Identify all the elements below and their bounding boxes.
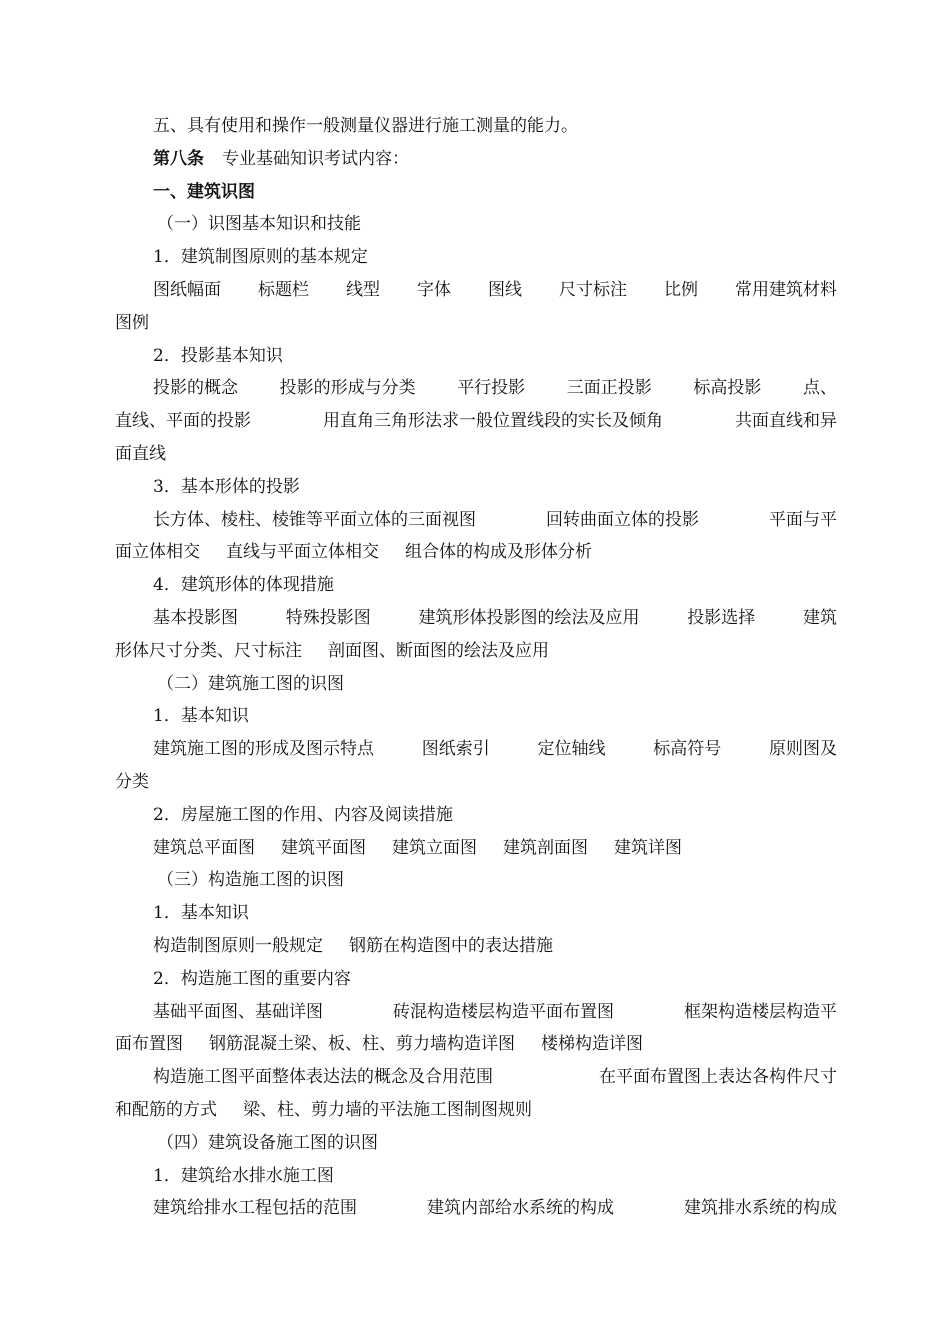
- text-line: [115, 1094, 837, 1127]
- text-line: [115, 996, 837, 1029]
- term: 图纸索引: [421, 739, 490, 760]
- term: 标题栏: [258, 279, 309, 300]
- term: 组合体的构成及形体分析: [405, 542, 592, 563]
- term: 线型: [346, 279, 380, 300]
- term: 常用建筑材料: [735, 279, 837, 300]
- text-line: 面直线: [115, 443, 166, 464]
- term: 建筑立面图: [392, 837, 477, 858]
- section-heading: 一、建筑识图: [153, 181, 255, 202]
- term: 基础平面图、基础详图: [153, 1001, 323, 1022]
- text-line: 图例: [115, 312, 149, 333]
- term: 建筑给排水工程包括的范围: [153, 1198, 357, 1219]
- term: 用直角三角形法求一般位置线段的实长及倾角: [323, 411, 663, 432]
- term: 特殊投影图: [285, 607, 371, 628]
- term: 三面正投影: [566, 378, 652, 399]
- text-line: 五、具有使用和操作一般测量仪器进行施工测量的能力。: [153, 116, 578, 136]
- text-line: [115, 832, 837, 865]
- term: 建筑详图: [614, 837, 682, 858]
- item-heading: 2．投影基本知识: [153, 345, 283, 366]
- term: 建筑剖面图: [503, 837, 588, 858]
- term: 梁、柱、剪力墙的平法施工图制图规则: [243, 1099, 532, 1120]
- subsection-heading: （二）建筑施工图的识图: [157, 673, 344, 694]
- term: 长方体、棱柱、棱锥等平面立体的三面视图: [153, 509, 476, 530]
- term: 点、: [802, 378, 837, 399]
- text-line: 分类: [115, 771, 149, 792]
- subsection-heading: （四）建筑设备施工图的识图: [157, 1132, 378, 1153]
- text-line: [115, 930, 837, 963]
- term: 建筑平面图: [281, 837, 366, 858]
- article-heading: [115, 143, 837, 176]
- subsection-heading: （三）构造施工图的识图: [157, 870, 344, 891]
- item-heading: 1．基本知识: [153, 706, 249, 727]
- document-page: [115, 110, 837, 1225]
- term: 楼梯构造详图: [541, 1034, 643, 1055]
- item-heading: 2．构造施工图的重要内容: [153, 968, 351, 989]
- term: 标高投影: [693, 378, 762, 399]
- term: 构造制图原则一般规定: [153, 935, 323, 956]
- item-heading: 1．建筑给水排水施工图: [153, 1165, 334, 1186]
- text-line: [115, 405, 837, 438]
- term: 共面直线和异: [735, 411, 837, 432]
- term: 原则图及: [769, 739, 837, 760]
- item-heading: 1．建筑制图原则的基本规定: [153, 247, 368, 268]
- item-heading: 4．建筑形体的体现措施: [153, 575, 334, 596]
- term: 标高符号: [653, 739, 722, 760]
- term: 建筑内部给水系统的构成: [427, 1198, 614, 1219]
- text-line: [115, 274, 837, 307]
- subsection-heading: （一）识图基本知识和技能: [157, 214, 361, 235]
- term: 图纸幅面: [153, 279, 221, 300]
- term: 直线与平面立体相交: [226, 542, 379, 563]
- term: 钢筋在构造图中的表达措施: [349, 935, 553, 956]
- term: 钢筋混凝土梁、板、柱、剪力墙构造详图: [209, 1034, 515, 1055]
- article-label: 第八条: [153, 148, 204, 169]
- text-line: [115, 1192, 837, 1225]
- term: 在平面布置图上表达各构件尺寸: [599, 1067, 837, 1088]
- term: 图线: [488, 279, 522, 300]
- text-line: [115, 504, 837, 537]
- article-text: 专业基础知识考试内容：: [222, 148, 409, 169]
- term: 和配筋的方式: [115, 1099, 217, 1120]
- text-line: [115, 733, 837, 766]
- term: 砖混构造楼层构造平面布置图: [393, 1001, 614, 1022]
- item-heading: 1．基本知识: [153, 903, 249, 924]
- item-heading: 2．房屋施工图的作用、内容及阅读措施: [153, 804, 453, 825]
- term: 定位轴线: [537, 739, 606, 760]
- term: 建筑总平面图: [153, 837, 255, 858]
- text-line: [115, 1061, 837, 1094]
- term: 剖面图、断面图的绘法及应用: [328, 640, 549, 661]
- term: 构造施工图平面整体表达法的概念及合用范围: [153, 1067, 493, 1088]
- term: 建筑排水系统的构成: [684, 1198, 837, 1219]
- term: 建筑: [803, 607, 837, 628]
- term: 平行投影: [457, 378, 526, 399]
- term: 形体尺寸分类、尺寸标注: [115, 640, 302, 661]
- term: 建筑施工图的形成及图示特点: [153, 739, 374, 760]
- term: 直线、平面的投影: [115, 411, 251, 432]
- term: 回转曲面立体的投影: [546, 509, 699, 530]
- term: 字体: [417, 279, 451, 300]
- term: 比例: [664, 279, 698, 300]
- term: 尺寸标注: [559, 279, 627, 300]
- item-heading: 3．基本形体的投影: [153, 476, 300, 497]
- term: 基本投影图: [153, 607, 238, 628]
- text-line: [115, 602, 837, 635]
- term: 平面与平: [769, 509, 837, 530]
- term: 建筑形体投影图的绘法及应用: [418, 607, 640, 628]
- text-line: [115, 536, 837, 569]
- term: 投影的形成与分类: [279, 378, 416, 399]
- text-line: [115, 1028, 837, 1061]
- term: 框架构造楼层构造平: [684, 1001, 837, 1022]
- text-line: [115, 635, 837, 668]
- term: 面立体相交: [115, 542, 200, 563]
- term: 面布置图: [115, 1034, 183, 1055]
- term: 投影选择: [687, 607, 756, 628]
- term: 投影的概念: [153, 378, 238, 399]
- text-line: [115, 372, 837, 405]
